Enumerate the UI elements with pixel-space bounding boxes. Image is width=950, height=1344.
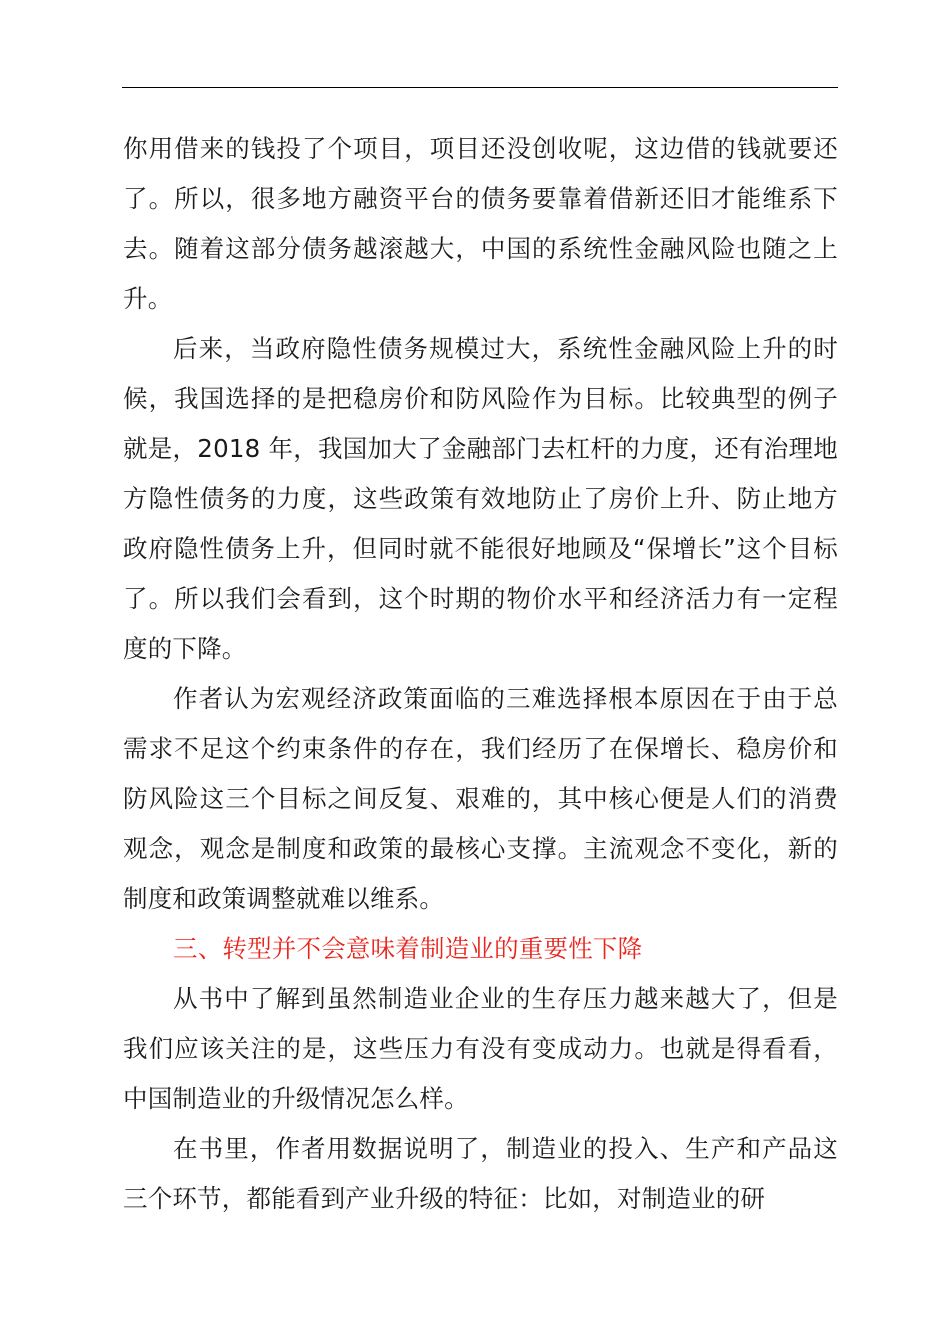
paragraph-manufacturing-pressure: 从书中了解到虽然制造业企业的生存压力越来越大了，但是我们应该关注的是，这些压力有没有变成动力。也就是得看看，中国制造业的升级情况怎么样。	[123, 984, 838, 1113]
paragraph-debt-rollover: 你用借来的钱投了个项目，项目还没创收呢，这边借的钱就要还了。所以，很多地方融资平台的债务要靠着借新还旧才能维系下去。随着这部分债务越滚越大，中国的系统性金融风险也随之上升。	[123, 134, 838, 313]
header-rule	[122, 87, 838, 88]
section-heading-three: 三、转型并不会意味着制造业的重要性下降	[173, 934, 643, 963]
paragraph-trilemma: 作者认为宏观经济政策面临的三难选择根本原因在于由于总需求不足这个约束条件的存在，我们经历了在保增长、稳房价和防风险这三个目标之间反复、艰难的，其中核心便是人们的消费观念，观念是制度和政策的最核心支撑。主流观念不变化，新的制度和政策调整就难以维系。	[123, 684, 838, 913]
paragraph-policy-targets: 后来，当政府隐性债务规模过大，系统性金融风险上升的时候，我国选择的是把稳房价和防风险作为目标。比较典型的例子就是，2018 年，我国加大了金融部门去杠杆的力度，还有治理地方隐性债务的力度，这些政策有效地防止了房价上升、防止地方政府隐性债务上升，但同时就不能很好地顾及“保增长”这个目标了。所以我们会看到，这个时期的物价水平和经济活力有一定程度的下降。	[123, 334, 838, 663]
document-body	[123, 124, 838, 1224]
paragraph-industrial-upgrade: 在书里，作者用数据说明了，制造业的投入、生产和产品这三个环节，都能看到产业升级的特征：比如，对制造业的研	[123, 1134, 838, 1213]
